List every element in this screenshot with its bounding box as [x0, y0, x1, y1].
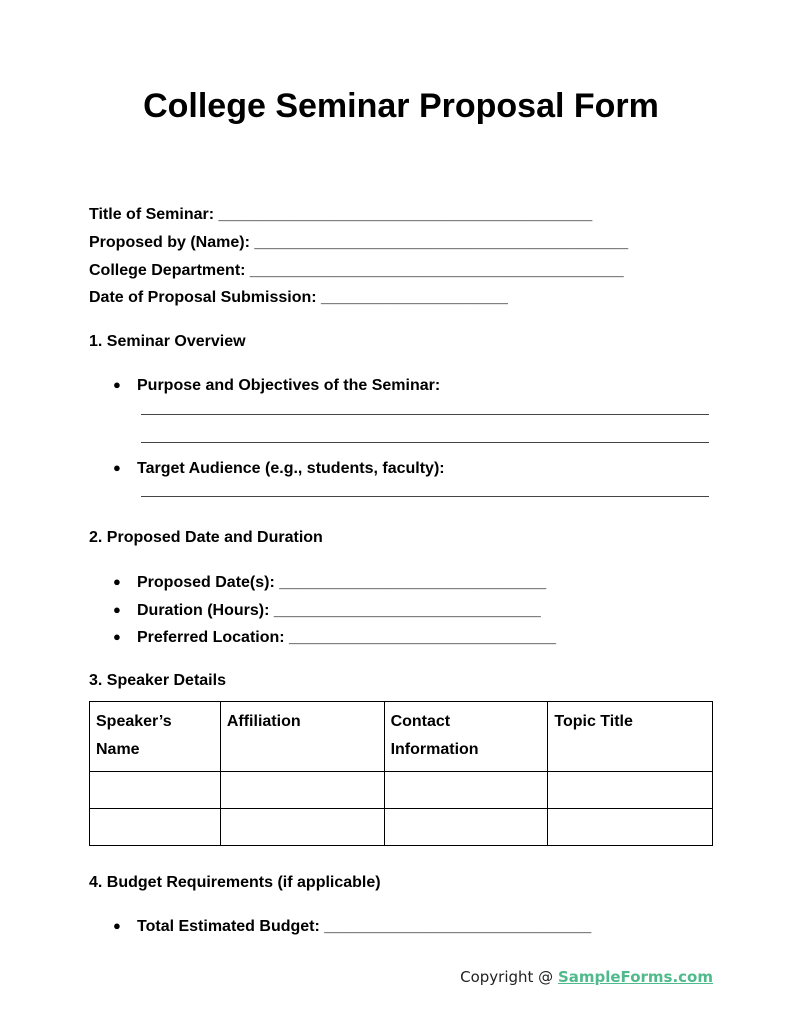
- total-budget-item[interactable]: [113, 916, 591, 937]
- section-heading-budget: 4. Budget Requirements (if applicable): [89, 874, 381, 891]
- preferred-location-field[interactable]: Preferred Location: ______________________________: [137, 629, 556, 646]
- copyright-notice: [460, 967, 713, 987]
- page-title: College Seminar Proposal Form: [143, 87, 659, 125]
- target-audience-label: Target Audience (e.g., students, faculty):: [137, 460, 445, 477]
- table-header-row: [90, 702, 713, 772]
- column-header-affiliation: Affiliation: [220, 702, 384, 772]
- table-row: [90, 809, 713, 846]
- bullet-icon: ●: [113, 629, 121, 644]
- table-cell[interactable]: [548, 772, 713, 809]
- table-cell[interactable]: [220, 772, 384, 809]
- proposed-by-field[interactable]: Proposed by (Name): __________________________________________: [89, 234, 629, 251]
- table-cell[interactable]: [90, 772, 221, 809]
- table-cell[interactable]: [220, 809, 384, 846]
- speaker-details-table: [89, 701, 713, 846]
- table-cell[interactable]: [384, 772, 548, 809]
- table-cell[interactable]: [384, 809, 548, 846]
- duration-field[interactable]: Duration (Hours): ______________________________: [137, 602, 541, 619]
- audience-answer-line[interactable]: [141, 496, 709, 497]
- target-audience-item: [113, 458, 445, 479]
- bullet-icon: ●: [113, 918, 121, 933]
- bullet-icon: ●: [113, 574, 121, 589]
- section-heading-overview: 1. Seminar Overview: [89, 333, 246, 350]
- college-department-field[interactable]: College Department: __________________________________________: [89, 262, 624, 279]
- total-budget-field[interactable]: Total Estimated Budget: ______________________________: [137, 918, 592, 935]
- column-header-contact-information: Contact Information: [384, 702, 548, 772]
- purpose-answer-line-2[interactable]: [141, 442, 709, 443]
- bullet-icon: ●: [113, 602, 121, 617]
- column-header-topic-title: Topic Title: [548, 702, 713, 772]
- section-heading-speaker: 3. Speaker Details: [89, 672, 226, 689]
- bullet-icon: ●: [113, 377, 121, 392]
- brand-link[interactable]: SampleForms.com: [557, 968, 713, 986]
- table-row: [90, 772, 713, 809]
- section-heading-date-duration: 2. Proposed Date and Duration: [89, 529, 323, 546]
- purpose-objectives-label: Purpose and Objectives of the Seminar:: [137, 377, 441, 394]
- copyright-prefix: Copyright @: [460, 968, 558, 986]
- bullet-icon: ●: [113, 460, 121, 475]
- purpose-objectives-item: [113, 375, 440, 396]
- table-cell[interactable]: [548, 809, 713, 846]
- table-cell[interactable]: [90, 809, 221, 846]
- submission-date-field[interactable]: Date of Proposal Submission: _____________________: [89, 289, 508, 306]
- preferred-location-item[interactable]: [113, 627, 556, 648]
- purpose-answer-line-1[interactable]: [141, 414, 709, 415]
- column-header-speaker-name: Speaker’s Name: [90, 702, 221, 772]
- title-of-seminar-field[interactable]: Title of Seminar: __________________________________________: [89, 206, 593, 223]
- proposed-dates-field[interactable]: Proposed Date(s): ______________________________: [137, 574, 547, 591]
- proposed-dates-item[interactable]: [113, 572, 546, 593]
- duration-item[interactable]: [113, 600, 541, 621]
